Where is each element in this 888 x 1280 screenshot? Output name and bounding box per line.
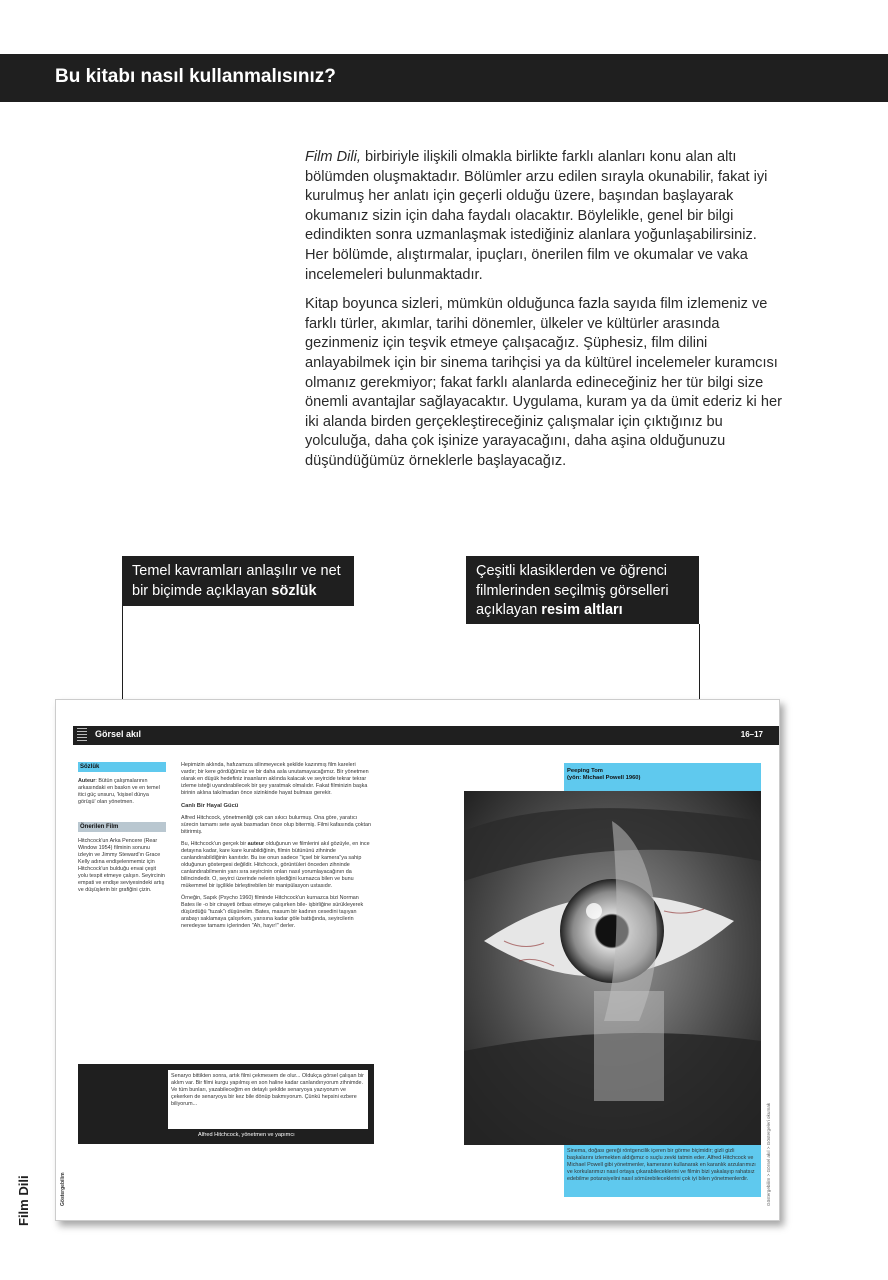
recommended-film-text: Hitchcock'un Arka Pencere (Rear Window 1954) filminin sonunu izleyin ve Jimmy Steward'ın Grace Kelly adına endişelenmemiz için Hitchcock'un bulduğu envai çeşit yolu tespit etmeye çalışın. Seyircinin empati ve endişe seviyesindeki artış ve düşüşlerin bir grafiğini çizin. <box>78 838 165 893</box>
main-paragraph-2: Alfred Hitchcock, yönetmenliği çok can sıkıcı bulurmuş. Ona göre, yaratıcı sürecin tamamı sete ayak basmadan önce olup bitermiş. Filmi kafasında çoktan bitirirmiş. <box>181 815 371 835</box>
spread-main-column <box>181 762 371 935</box>
glossary-definition: : Bütün çalışmalarının arkasındaki en baskın ve en temel itici güç unsuru, 'kişisel dünya görüşü' olan yönetmen. <box>78 778 160 805</box>
page-title: Bu kitabı nasıl kullanmalısınız? <box>55 66 336 87</box>
main-subheading: Canlı Bir Hayal Gücü <box>181 803 239 809</box>
intro-paragraph-2: Kitap boyunca sizleri, mümkün olduğunca fazla sayıda film izlemeniz ve farklı türler, akımlar, tarihi dönemler, ülkeler ve kültürler arasında gezinmeniz için teşvik etmeye çalışacağız. Şüphesiz, film dilini anlayabilmek için bir sinema tarihçisi ya da kültürel incelemeler kuramcısı olmanız gerekmiyor; fakat farklı alanlarda edineceğiniz her tür bilgi size önemli avantajlar sağlayacaktır. Uygulama, kuram ya da ümit ederiz ki her iki alanda birden gerçekleştireceğiniz çalışmalar için çıktığınız bu yolculuğa, daha çok işinize yarayacağını, daha aşina olduğunuzu düşündüğümüz örneklerle başlayacağız. <box>305 296 782 469</box>
image-caption-title <box>564 763 761 791</box>
side-book-label-text: Film Dili <box>16 1175 31 1226</box>
side-book-label <box>16 1172 36 1232</box>
main-paragraph-3-a: Bu, Hitchcock'un gerçek bir <box>181 841 248 847</box>
recommended-film-label: Önerilen Film <box>78 822 166 832</box>
caption-director: (yön: Michael Powell 1960) <box>567 775 641 781</box>
main-paragraph-3-c: olduğunun ve filmlerini akıl gözüyle, en ince detayına kadar, kare kare kurabildiğinin, filmin bütününü zihninde canlandırabildiğinin kanıtıdır. Bu ise onun sadece "içsel bir kamera"ya sahip olduğunun göstergesi değildir. Hitchcock, görüntüleri önceden zihninde canlandırabilmenin yanı sıra seyircinin onları nasıl yorumlayacağının da bilincindedir. O, seyirci üzerinde nelerin işlediğini kurnazca bilen ve bunu mükemmel bir işçilikle birleştirebilen bir manipülasyon ustasıdır. <box>181 841 370 889</box>
book-spread-sample <box>55 699 780 1221</box>
quote-box <box>78 1064 374 1144</box>
intro-text <box>305 148 783 482</box>
auteur-term: auteur <box>247 841 265 847</box>
caption-film-title: Peeping Tom <box>567 768 603 774</box>
glossary-callout-bold: sözlük <box>271 582 317 599</box>
spread-page-numbers: 16–17 <box>740 730 763 739</box>
captions-callout-bold: resim altları <box>541 602 623 618</box>
captions-callout <box>466 556 699 624</box>
header-bar <box>0 54 888 102</box>
eye-image-graphic <box>464 791 761 1145</box>
intro-paragraph-1-body: birbiriyle ilişkili olmakla birlikte farklı alanları konu alan altı bölümden oluşmaktadır. Bölümler arzu edilen sırayla okunabilir, fakat iyi kurulmuş her anlatı için geçerli olduğu üzere, başından başlayarak okumanız sizin için daha faydalı olacaktır. Böylelikle, genel bir bilgi edindikten sonra uzmanlaşmak istediğiniz alanlara yoğunlaşabilirsiniz. Her bölümde, alıştırmalar, ipuçları, önerilen film ve okumalar ve vaka incelemeleri bulunmaktadır. <box>305 149 768 283</box>
captions-callout-text: Çeşitli klasiklerden ve öğrenci filmlerinden seçilmiş görselleri açıklayan <box>476 563 669 618</box>
glossary-callout-text: Temel kavramları anlaşılır ve net bir biçimde açıklayan <box>132 563 341 599</box>
vertical-breadcrumb-text: Göstergebilim > Görsel akıl > Göstergeleri okumak <box>766 1102 771 1206</box>
spread-chapter-title: Görsel akıl <box>95 729 142 739</box>
vertical-section-text: Göstergebilim <box>60 1172 66 1206</box>
main-paragraph-1: Hepimizin aklında, hafızamıza silinmeyecek şekilde kazınmış film kareleri vardır; bir kere gördüğümüz ve bir daha asla unutamayacağımız. Bir yönetmen olarak en düşük hedefiniz insanların aklında kalacak ve seyircide tekrar tekrar izleme isteği uyandırabilecek bir şey yaratmak olmalıdır. Fakat filminizin başka birinin aklına takılmadan önce sizinkinde hayat bulması gerekir. <box>181 762 369 796</box>
glossary-term: Auteur <box>78 778 96 784</box>
glossary-label: Sözlük <box>78 762 166 772</box>
main-paragraph-4: Örneğin, Sapık (Psycho 1960) filminde Hitchcock'un kurnazca bizi Norman Bates ile -o bir cinayeti örtbas etmeye çalışırken bile- işbirliğine sürükleyerek düşürdüğü "tuzak"ı düşünelim. Bates, masum bir kadının cesedini taşıyan arabayı saklamaya çalışırken, yarısına kadar göle battığında, seyircilerin neredeyse tamamı içlerinden "Ah, hayır!" derler. <box>181 895 364 929</box>
eye-photo <box>464 791 761 1145</box>
glossary-callout <box>122 556 354 606</box>
main-paragraph-3 <box>181 841 371 890</box>
stripes-icon <box>77 728 87 743</box>
glossary-entry <box>78 778 166 806</box>
book-title-italic: Film Dili, <box>305 149 361 165</box>
intro-paragraph-1 <box>305 148 783 285</box>
quote-author: Alfred Hitchcock, yönetmen ve yapımcı <box>198 1132 295 1138</box>
spread-header-bar <box>73 726 779 745</box>
image-caption-text: Sinema, doğası gereği röntgencilik içeren bir görme biçimidir; gizli gizli başkalarını izlemekten aldığımız o suçlu zevki tatmin eder. Alfred Hitchcock ve Michael Powell gibi yönetmenler, kameranın kullanarak en karanlık arzularımızı ve korkularımızı nasıl ortaya çıkarabileceklerini ve filmin bizi yakalayıp rahatsız edebilme potansiyelini nasıl sömürebileceklerini çok iyi bilen yönetmenlerdir. <box>564 1145 761 1197</box>
quote-text: Senaryo bittikten sonra, artık filmi çekmesem de olur... Oldukça görsel çalışan bir aklım var. Bir filmi kurgu yapılmış en son haline kadar canlandırıyorum zihnimde. Ve tüm bunları, yazabileceğim en detaylı şekilde senaryoya yazıyorum ve çekerken de senaryoya bir kez bile dönüp bakmıyorum. Çünkü hepsini ezbere biliyorum... <box>168 1070 368 1129</box>
